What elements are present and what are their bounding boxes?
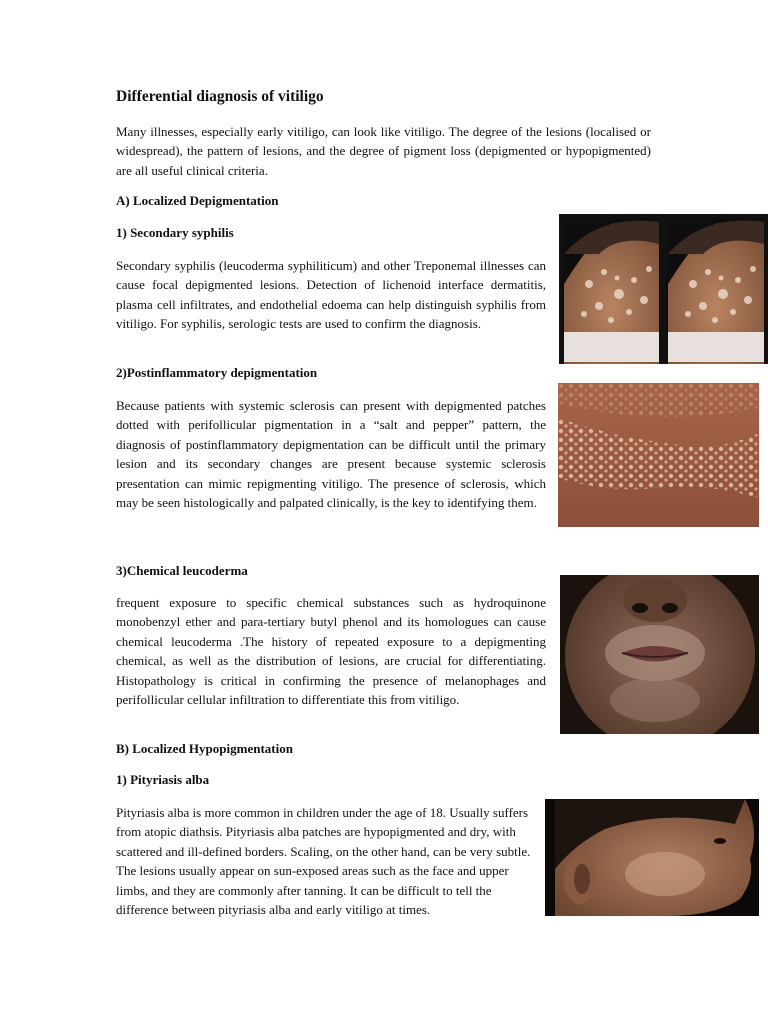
chemical-leucoderma-heading: 3)Chemical leucoderma: [116, 563, 248, 578]
chemical-leucoderma-photo: [560, 575, 759, 734]
postinflammatory-heading: 2)Postinflammatory depigmentation: [116, 365, 318, 380]
postinflammatory-depigmentation-photo: [558, 383, 759, 527]
pityriasis-heading: 1) Pityriasis alba: [116, 772, 210, 787]
secondary-syphilis-photo: [559, 214, 768, 364]
pityriasis-alba-photo: [545, 799, 759, 916]
syphilis-paragraph: Secondary syphilis (leucoderma syphiliticum) and other Treponemal illnesses can cause focal depigmented lesions. Detection of lichenoid interface dermatitis, plasma cell infiltrates, and endothelial edoema can help distinguish syphilis from vitiligo. For syphilis, serologic tests are used to confirm the diagnosis.: [116, 258, 546, 332]
syphilis-heading: 1) Secondary syphilis: [116, 225, 234, 240]
postinflammatory-paragraph: Because patients with systemic sclerosis can present with depigmented patches dotted with perifollicular pigmentation in a “salt and pepper” pattern, the diagnosis of postinflammatory depigmentation can be difficult until the primary lesion and its secondary changes are present because systemic sclerosis presentation can mimic repigmenting vitiligo. The presence of sclerosis, which may be seen histologically and palpated clinically, is the key to identifying them.: [116, 398, 546, 511]
intro-paragraph: Many illnesses, especially early vitiligo, can look like vitiligo. The degree of the lesions (localised or widespread), the pattern of lesions, and the degree of pigment loss (depigmented or hypopigmented) are all useful clinical criteria.: [116, 124, 651, 178]
chemical-leucoderma-paragraph: frequent exposure to specific chemical substances such as hydroquinone monobenzyl ether and para-tertiary butyl phenol and its homologues can cause chemical leucoderma .The history of repeated exposure to a depigmenting chemical, as well as the distribution of lesions, are crucial for differentiating. Histopathology is critical in confirming the presence of melanophages and perifollicular cellular infiltration to differentiate this from vitiligo.: [116, 595, 546, 708]
pityriasis-paragraph: Pityriasis alba is more common in children under the age of 18. Usually suffers from atopic diathsis. Pityriasis alba patches are hypopigmented and dry, with scattered and ill-defined borders. Scaling, on the other hand, can be very subtle. The lesions usually appear on sun-exposed areas such as the face and upper limbs, and they are commonly after tanning. It can be difficult to tell the difference between pityriasis alba and early vitiligo at times.: [116, 805, 531, 918]
section-a-heading: A) Localized Depigmentation: [116, 193, 279, 208]
section-b-heading: B) Localized Hypopigmentation: [116, 741, 293, 756]
document-title: Differential diagnosis of vitiligo: [116, 88, 324, 105]
